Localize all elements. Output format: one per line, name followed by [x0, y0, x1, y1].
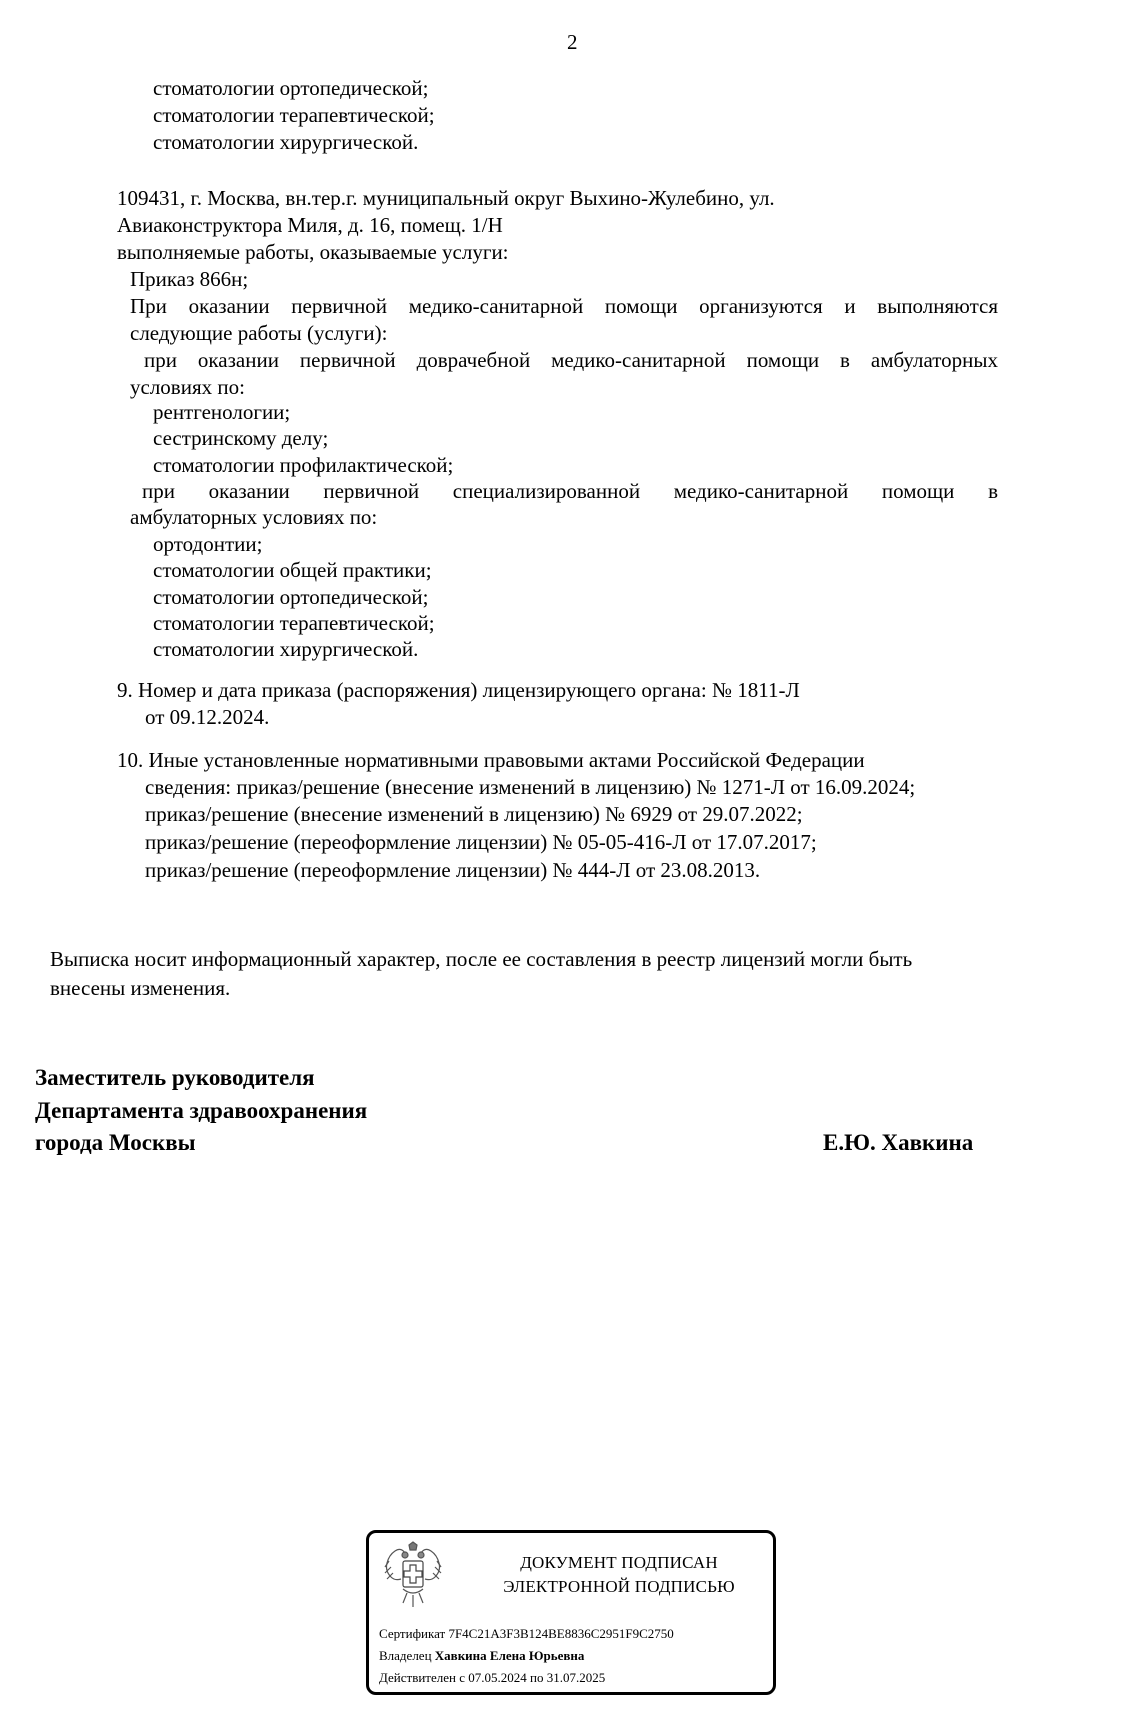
item-9-line-1: 9. Номер и дата приказа (распоряжения) лицензирующего органа: № 1811-Л [117, 678, 800, 702]
intro-line-1: При оказании первичной медико-санитарной помощи организуются и выполняются [130, 294, 998, 318]
order-reference: Приказ 866н; [130, 267, 249, 291]
list-item: стоматологии общей практики; [153, 558, 432, 582]
signatory-title-line-3: города Москвы [35, 1130, 196, 1155]
stamp-title-line-2: ЭЛЕКТРОННОЙ ПОДПИСЬЮ [503, 1577, 735, 1596]
list-item: рентгенологии; [153, 400, 291, 424]
signatory-name: Е.Ю. Хавкина [823, 1130, 974, 1155]
intro-line-2: следующие работы (услуги): [130, 321, 388, 345]
valid-value: с 07.05.2024 по 31.07.2025 [459, 1670, 606, 1685]
disclaimer-line-1: Выписка носит информационный характер, после ее составления в реестр лицензий могли быть [50, 947, 913, 971]
list-item: стоматологии терапевтической; [153, 103, 435, 127]
validity-row [379, 1669, 605, 1687]
list-item: сестринскому делу; [153, 426, 329, 450]
specialized-line-2: амбулаторных условиях по: [130, 505, 378, 529]
e-signature-stamp [366, 1530, 776, 1695]
list-item: стоматологии ортопедической; [153, 76, 429, 100]
owner-label: Владелец [379, 1648, 432, 1663]
pre-medical-line-2: условиях по: [130, 375, 245, 399]
pre-medical-line-1: при оказании первичной доврачебной медико-санитарной помощи в амбулаторных [144, 348, 998, 372]
stamp-title [469, 1551, 769, 1599]
owner-value: Хавкина Елена Юрьевна [434, 1648, 585, 1663]
item-10-line: приказ/решение (внесение изменений в лицензию) № 6929 от 29.07.2022; [145, 802, 803, 826]
works-label: выполняемые работы, оказываемые услуги: [117, 240, 509, 264]
page-number: 2 [567, 30, 578, 54]
signatory-title-line-2: Департамента здравоохранения [35, 1098, 368, 1123]
item-10-line: сведения: приказ/решение (внесение изменений в лицензию) № 1271-Л от 16.09.2024; [145, 775, 916, 799]
certificate-row [379, 1625, 674, 1643]
valid-label: Действителен [379, 1670, 456, 1685]
item-10-line: приказ/решение (переоформление лицензии) № 05-05-416-Л от 17.07.2017; [145, 830, 817, 854]
list-item: стоматологии хирургической. [153, 637, 419, 661]
list-item: ортодонтии; [153, 532, 263, 556]
list-item: стоматологии терапевтической; [153, 611, 435, 635]
owner-row [379, 1647, 584, 1665]
list-item: стоматологии хирургической. [153, 130, 419, 154]
item-10-line: приказ/решение (переоформление лицензии) № 444-Л от 23.08.2013. [145, 858, 761, 882]
coat-of-arms-icon [381, 1541, 445, 1611]
item-9-line-2: от 09.12.2024. [145, 705, 270, 729]
certificate-value: 7F4C21A3F3B124BE8836C2951F9C2750 [448, 1626, 674, 1641]
signatory-title-line-1: Заместитель руководителя [35, 1065, 315, 1090]
list-item: стоматологии профилактической; [153, 453, 454, 477]
disclaimer-line-2: внесены изменения. [50, 976, 231, 1000]
item-10-line-1: 10. Иные установленные нормативными правовыми актами Российской Федерации [117, 748, 865, 772]
address-line-1: 109431, г. Москва, вн.тер.г. муниципальный округ Выхино-Жулебино, ул. [117, 186, 775, 210]
certificate-label: Сертификат [379, 1626, 446, 1641]
stamp-title-line-1: ДОКУМЕНТ ПОДПИСАН [520, 1553, 718, 1572]
list-item: стоматологии ортопедической; [153, 585, 429, 609]
address-line-2: Авиаконструктора Миля, д. 16, помещ. 1/Н [117, 213, 503, 237]
specialized-line-1: при оказании первичной специализированной медико-санитарной помощи в [142, 479, 998, 503]
